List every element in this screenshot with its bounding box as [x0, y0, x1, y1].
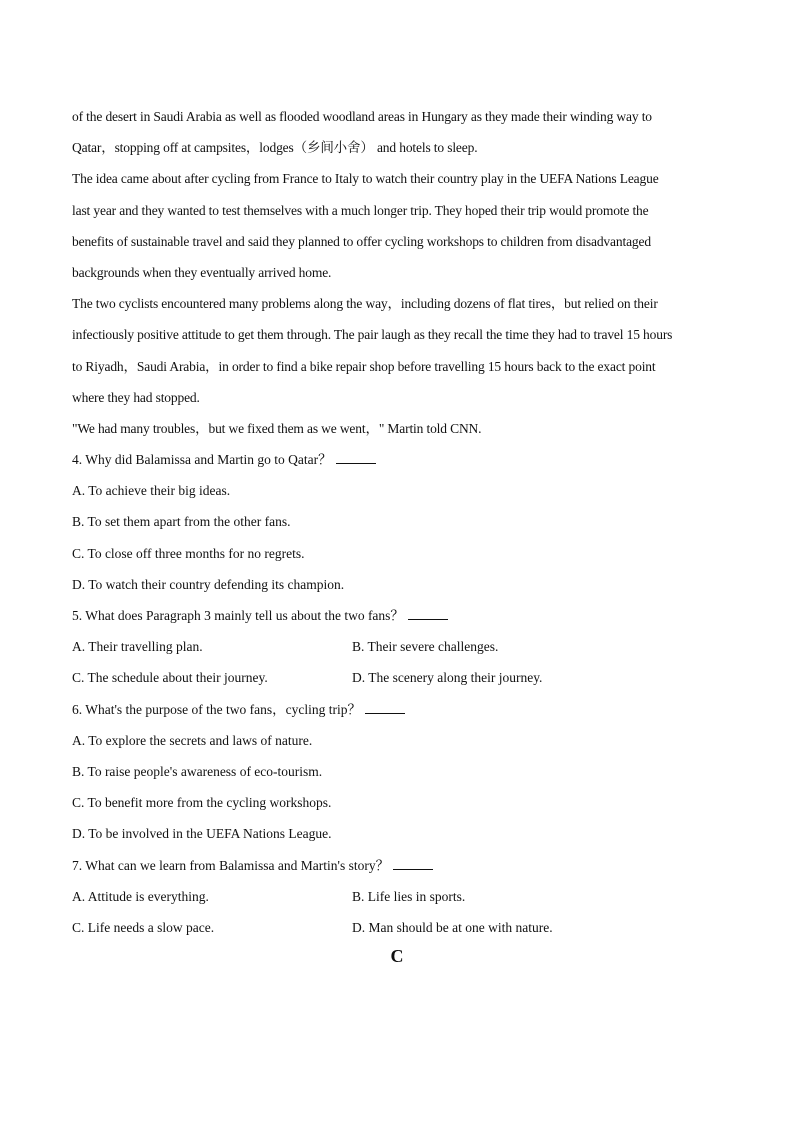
passage-line: Qatar，stopping off at campsites，lodges（乡间小舍） and hotels to sleep. [72, 140, 478, 156]
option-a: A. To explore the secrets and laws of nature. [72, 732, 313, 748]
passage-line: to Riyadh，Saudi Arabia，in order to find a bike repair shop before travelling 15 hours back to the exact point [72, 358, 656, 374]
option-b: B. Their severe challenges. [352, 639, 499, 655]
document-body [72, 101, 722, 943]
passage-line: where they had stopped. [72, 389, 200, 405]
question-6 [72, 694, 722, 850]
question-stem: 5. What does Paragraph 3 mainly tell us about the two fans？ [72, 608, 404, 623]
section-heading: C [390, 946, 404, 966]
option-d: D. The scenery along their journey. [352, 670, 543, 686]
passage-line: of the desert in Saudi Arabia as well as flooded woodland areas in Hungary as they made their winding way to [72, 109, 652, 124]
option-c: C. To benefit more from the cycling workshops. [72, 795, 332, 811]
option-d: D. To be involved in the UEFA Nations League. [72, 826, 332, 842]
option-a: A. Attitude is everything. [72, 888, 209, 904]
question-stem: 4. Why did Balamissa and Martin go to Qatar？ [72, 452, 332, 468]
question-4 [72, 444, 722, 600]
passage-line: The two cyclists encountered many problems along the way，including dozens of flat tires，but relied on their [72, 296, 658, 312]
option-c: C. To close off three months for no regrets. [72, 545, 305, 561]
passage-line: backgrounds when they eventually arrived home. [72, 264, 332, 280]
question-stem: 7. What can we learn from Balamissa and Martin's story？ [72, 857, 390, 873]
option-b: B. To set them apart from the other fans. [72, 514, 291, 530]
option-b: B. Life lies in sports. [352, 888, 466, 904]
question-5 [72, 600, 722, 694]
option-b: B. To raise people's awareness of eco-tourism. [72, 763, 323, 779]
answer-blank[interactable] [393, 857, 433, 870]
option-c: C. The schedule about their journey. [72, 670, 268, 686]
passage-line: benefits of sustainable travel and said they planned to offer cycling workshops to children from disadvantaged [72, 233, 651, 249]
passage-line: "We had many troubles，but we fixed them as we went，" Martin told CNN. [72, 420, 482, 436]
answer-blank[interactable] [336, 451, 376, 464]
answer-blank[interactable] [408, 607, 448, 620]
passage-line: The idea came about after cycling from France to Italy to watch their country play in the UEFA Nations League [72, 171, 659, 187]
option-a: A. Their travelling plan. [72, 639, 203, 655]
option-d: D. Man should be at one with nature. [352, 919, 553, 935]
passage [72, 101, 722, 444]
option-c: C. Life needs a slow pace. [72, 919, 215, 935]
answer-blank[interactable] [365, 701, 405, 714]
option-a: A. To achieve their big ideas. [72, 483, 231, 499]
passage-line: infectiously positive attitude to get them through. The pair laugh as they recall the time they had to travel 15 hours [72, 327, 673, 343]
option-d: D. To watch their country defending its champion. [72, 576, 345, 592]
passage-line: last year and they wanted to test themselves with a much longer trip. They hoped their trip would promote the [72, 202, 649, 218]
question-7 [72, 850, 722, 944]
question-stem: 6. What's the purpose of the two fans，cycling trip？ [72, 701, 361, 717]
